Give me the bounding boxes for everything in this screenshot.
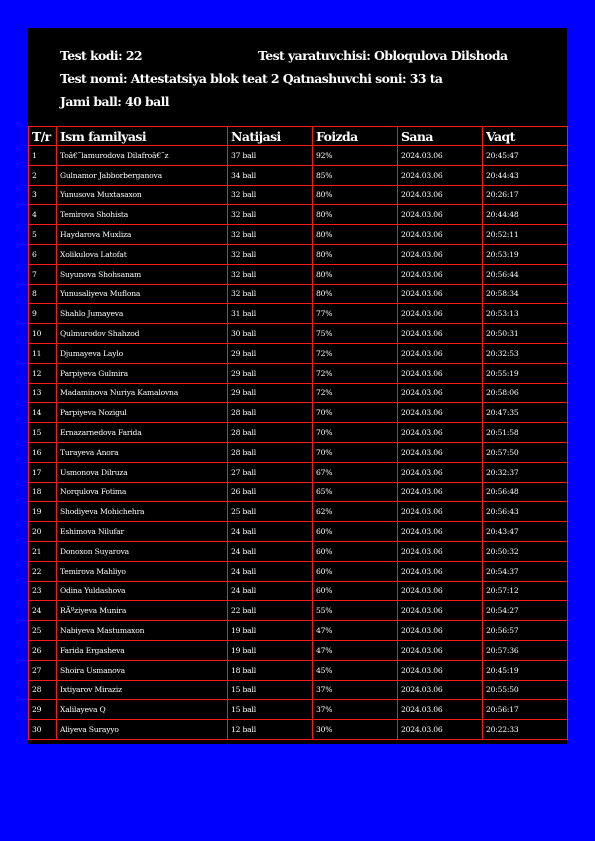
score: 29 ball [228, 343, 313, 363]
table-header-row [29, 127, 568, 146]
score: 24 ball [228, 581, 313, 601]
participant-name: Norqulova Fotima [57, 482, 228, 502]
percent: 60% [313, 522, 398, 542]
date: 2024.03.06 [398, 165, 483, 185]
table-row [29, 640, 568, 660]
total-score: Jami ball: 40 ball [60, 94, 169, 109]
date: 2024.03.06 [398, 541, 483, 561]
time: 20:32:53 [483, 343, 568, 363]
time: 20:43:47 [483, 522, 568, 542]
row-index: 8 [29, 284, 57, 304]
table-row [29, 185, 568, 205]
row-index: 25 [29, 621, 57, 641]
date: 2024.03.06 [398, 403, 483, 423]
row-index: 6 [29, 244, 57, 264]
row-index: 14 [29, 403, 57, 423]
score: 29 ball [228, 383, 313, 403]
time: 20:53:19 [483, 244, 568, 264]
time: 20:53:13 [483, 304, 568, 324]
time: 20:56:57 [483, 621, 568, 641]
row-index: 27 [29, 660, 57, 680]
percent: 77% [313, 304, 398, 324]
date: 2024.03.06 [398, 146, 483, 166]
score: 32 ball [228, 185, 313, 205]
date: 2024.03.06 [398, 640, 483, 660]
row-index: 3 [29, 185, 57, 205]
row-index: 28 [29, 680, 57, 700]
time: 20:57:36 [483, 640, 568, 660]
table-row [29, 660, 568, 680]
row-index: 15 [29, 423, 57, 443]
percent: 37% [313, 700, 398, 720]
percent: 70% [313, 442, 398, 462]
table-row [29, 363, 568, 383]
participant-name: Xolikulova Latofat [57, 244, 228, 264]
column-header-time: Vaqt [483, 127, 568, 146]
date: 2024.03.06 [398, 304, 483, 324]
date: 2024.03.06 [398, 205, 483, 225]
participant-name: Qulmurodov Shahzod [57, 324, 228, 344]
score: 37 ball [228, 146, 313, 166]
date: 2024.03.06 [398, 482, 483, 502]
results-table [28, 126, 568, 740]
time: 20:47:35 [483, 403, 568, 423]
test-name: Test nomi: Attestatsiya blok teat 2 Qatnashuvchi soni: 33 ta [60, 71, 443, 86]
time: 20:45:47 [483, 146, 568, 166]
score: 27 ball [228, 462, 313, 482]
date: 2024.03.06 [398, 720, 483, 740]
date: 2024.03.06 [398, 225, 483, 245]
percent: 72% [313, 383, 398, 403]
score: 28 ball [228, 423, 313, 443]
participant-name: RÃºziyeva Munira [57, 601, 228, 621]
row-index: 7 [29, 264, 57, 284]
table-row [29, 324, 568, 344]
time: 20:32:37 [483, 462, 568, 482]
table-row [29, 146, 568, 166]
table-row [29, 304, 568, 324]
table-row [29, 383, 568, 403]
date: 2024.03.06 [398, 383, 483, 403]
percent: 80% [313, 284, 398, 304]
date: 2024.03.06 [398, 522, 483, 542]
row-index: 23 [29, 581, 57, 601]
time: 20:50:32 [483, 541, 568, 561]
participant-name: Temirova Shohista [57, 205, 228, 225]
participant-name: Xalilayeva Q [57, 700, 228, 720]
test-header [28, 28, 567, 126]
percent: 67% [313, 462, 398, 482]
percent: 30% [313, 720, 398, 740]
score: 15 ball [228, 700, 313, 720]
table-row [29, 601, 568, 621]
score: 28 ball [228, 403, 313, 423]
table-row [29, 621, 568, 641]
score: 26 ball [228, 482, 313, 502]
row-index: 11 [29, 343, 57, 363]
date: 2024.03.06 [398, 185, 483, 205]
table-row [29, 442, 568, 462]
time: 20:22:33 [483, 720, 568, 740]
date: 2024.03.06 [398, 264, 483, 284]
score: 12 ball [228, 720, 313, 740]
score: 30 ball [228, 324, 313, 344]
score: 15 ball [228, 680, 313, 700]
score: 34 ball [228, 165, 313, 185]
time: 20:56:43 [483, 502, 568, 522]
score: 25 ball [228, 502, 313, 522]
time: 20:54:27 [483, 601, 568, 621]
row-index: 5 [29, 225, 57, 245]
participant-name: Parpiyeva Nozigul [57, 403, 228, 423]
participant-name: Shahlo Jumayeva [57, 304, 228, 324]
time: 20:55:19 [483, 363, 568, 383]
table-row [29, 522, 568, 542]
percent: 80% [313, 264, 398, 284]
date: 2024.03.06 [398, 601, 483, 621]
time: 20:44:43 [483, 165, 568, 185]
percent: 72% [313, 363, 398, 383]
score: 24 ball [228, 541, 313, 561]
table-row [29, 225, 568, 245]
score: 32 ball [228, 225, 313, 245]
score: 24 ball [228, 561, 313, 581]
participant-name: Turayeva Anora [57, 442, 228, 462]
row-index: 21 [29, 541, 57, 561]
score: 31 ball [228, 304, 313, 324]
score: 19 ball [228, 621, 313, 641]
participant-name: Eshimova Nilufar [57, 522, 228, 542]
table-row [29, 284, 568, 304]
percent: 80% [313, 185, 398, 205]
table-row [29, 205, 568, 225]
participant-name: Aliyeva Surayyo [57, 720, 228, 740]
date: 2024.03.06 [398, 244, 483, 264]
row-index: 16 [29, 442, 57, 462]
row-index: 17 [29, 462, 57, 482]
percent: 70% [313, 403, 398, 423]
table-row [29, 680, 568, 700]
date: 2024.03.06 [398, 423, 483, 443]
percent: 85% [313, 165, 398, 185]
table-row [29, 264, 568, 284]
participant-name: Yunusova Muxtasaxon [57, 185, 228, 205]
participant-name: Shodiyeva Mohichehra [57, 502, 228, 522]
table-row [29, 462, 568, 482]
row-index: 29 [29, 700, 57, 720]
participant-name: Usmonova Dilruza [57, 462, 228, 482]
percent: 45% [313, 660, 398, 680]
table-row [29, 343, 568, 363]
percent: 60% [313, 561, 398, 581]
score: 32 ball [228, 264, 313, 284]
time: 20:51:58 [483, 423, 568, 443]
row-index: 30 [29, 720, 57, 740]
percent: 60% [313, 581, 398, 601]
date: 2024.03.06 [398, 462, 483, 482]
percent: 70% [313, 423, 398, 443]
table-row [29, 244, 568, 264]
table-row [29, 541, 568, 561]
percent: 80% [313, 205, 398, 225]
score: 18 ball [228, 660, 313, 680]
percent: 37% [313, 680, 398, 700]
table-row [29, 561, 568, 581]
row-index: 22 [29, 561, 57, 581]
score: 19 ball [228, 640, 313, 660]
percent: 75% [313, 324, 398, 344]
percent: 55% [313, 601, 398, 621]
participant-name: Donoxon Suyarova [57, 541, 228, 561]
percent: 72% [313, 343, 398, 363]
percent: 80% [313, 225, 398, 245]
participant-name: Yunusaliyeva Muflona [57, 284, 228, 304]
row-index: 26 [29, 640, 57, 660]
row-index: 12 [29, 363, 57, 383]
time: 20:56:44 [483, 264, 568, 284]
participant-name: Parpiyeva Gulmira [57, 363, 228, 383]
score: 28 ball [228, 442, 313, 462]
participant-name: Ixtiyarov Miraziz [57, 680, 228, 700]
time: 20:57:50 [483, 442, 568, 462]
time: 20:55:50 [483, 680, 568, 700]
percent: 92% [313, 146, 398, 166]
score: 32 ball [228, 205, 313, 225]
time: 20:26:17 [483, 185, 568, 205]
score: 32 ball [228, 284, 313, 304]
time: 20:50:31 [483, 324, 568, 344]
score: 32 ball [228, 244, 313, 264]
participant-name: Haydarova Muxliza [57, 225, 228, 245]
percent: 62% [313, 502, 398, 522]
row-index: 13 [29, 383, 57, 403]
results-sheet [28, 28, 567, 744]
table-row [29, 482, 568, 502]
participant-name: Gulnamor Jabborberganova [57, 165, 228, 185]
column-header-date: Sana [398, 127, 483, 146]
table-row [29, 700, 568, 720]
time: 20:54:37 [483, 561, 568, 581]
row-index: 2 [29, 165, 57, 185]
participant-name: Temirova Mahliyo [57, 561, 228, 581]
date: 2024.03.06 [398, 561, 483, 581]
date: 2024.03.06 [398, 621, 483, 641]
test-code: Test kodi: 22 [60, 48, 143, 63]
percent: 60% [313, 541, 398, 561]
row-index: 18 [29, 482, 57, 502]
time: 20:58:06 [483, 383, 568, 403]
table-row [29, 502, 568, 522]
time: 20:56:17 [483, 700, 568, 720]
row-index: 20 [29, 522, 57, 542]
date: 2024.03.06 [398, 502, 483, 522]
date: 2024.03.06 [398, 442, 483, 462]
row-index: 19 [29, 502, 57, 522]
row-index: 1 [29, 146, 57, 166]
row-index: 10 [29, 324, 57, 344]
participant-name: Madaminova Nuriya Kamalovna [57, 383, 228, 403]
time: 20:52:11 [483, 225, 568, 245]
date: 2024.03.06 [398, 343, 483, 363]
date: 2024.03.06 [398, 581, 483, 601]
participant-name: Farida Ergasheva [57, 640, 228, 660]
time: 20:56:48 [483, 482, 568, 502]
row-index: 4 [29, 205, 57, 225]
column-header-result: Natijasi [228, 127, 313, 146]
time: 20:45:19 [483, 660, 568, 680]
score: 29 ball [228, 363, 313, 383]
participant-name: Suyunova Shohsanam [57, 264, 228, 284]
date: 2024.03.06 [398, 700, 483, 720]
time: 20:44:48 [483, 205, 568, 225]
participant-name: Odina Yuldashova [57, 581, 228, 601]
table-row [29, 165, 568, 185]
percent: 65% [313, 482, 398, 502]
date: 2024.03.06 [398, 680, 483, 700]
table-row [29, 403, 568, 423]
participant-name: Toâ€˜lamurodova Dilafroâ€˜z [57, 146, 228, 166]
date: 2024.03.06 [398, 660, 483, 680]
table-row [29, 423, 568, 443]
time: 20:57:12 [483, 581, 568, 601]
date: 2024.03.06 [398, 284, 483, 304]
date: 2024.03.06 [398, 363, 483, 383]
score: 22 ball [228, 601, 313, 621]
percent: 47% [313, 640, 398, 660]
table-row [29, 720, 568, 740]
participant-name: Nabiyeva Mastumaxon [57, 621, 228, 641]
column-header-name: Ism familyasi [57, 127, 228, 146]
participant-name: Shoira Usmanova [57, 660, 228, 680]
row-index: 9 [29, 304, 57, 324]
table-row [29, 581, 568, 601]
score: 24 ball [228, 522, 313, 542]
column-header-index: T/r [29, 127, 57, 146]
participant-name: Djumayeva Laylo [57, 343, 228, 363]
percent: 80% [313, 244, 398, 264]
date: 2024.03.06 [398, 324, 483, 344]
row-index: 24 [29, 601, 57, 621]
time: 20:58:34 [483, 284, 568, 304]
test-creator: Test yaratuvchisi: Obloqulova Dilshoda [258, 48, 508, 63]
percent: 47% [313, 621, 398, 641]
column-header-percent: Foizda [313, 127, 398, 146]
participant-name: Ernazarnedova Farida [57, 423, 228, 443]
